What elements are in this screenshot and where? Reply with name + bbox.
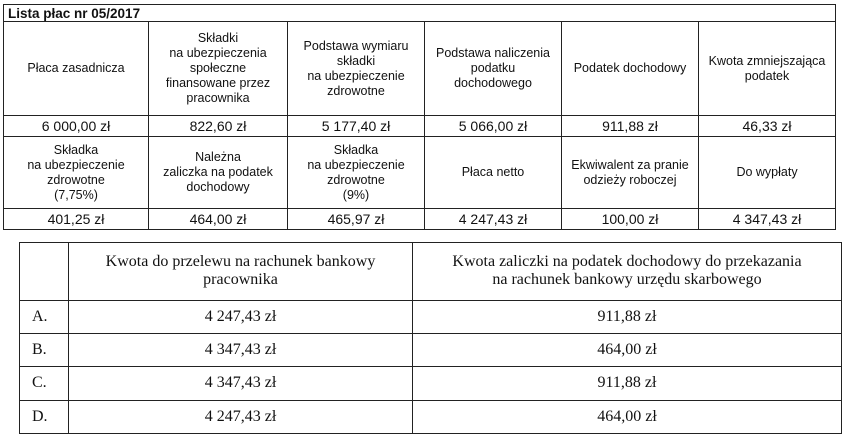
header-transfer-amount: Kwota do przelewu na rachunek bankowy pracownika	[69, 243, 413, 301]
option-tax-amount: 464,00 zł	[413, 333, 842, 366]
option-letter: A.	[20, 300, 69, 333]
header-tax-base: Podstawa naliczenia podatku dochodowego	[425, 22, 562, 116]
header-base-salary: Płaca zasadnicza	[4, 22, 149, 116]
value-tax-base: 5 066,00 zł	[425, 116, 562, 137]
option-transfer-amount: 4 247,43 zł	[69, 400, 413, 433]
answer-option-c[interactable]	[20, 367, 842, 400]
answer-letter-header	[20, 243, 69, 301]
header-income-tax: Podatek dochodowy	[562, 22, 699, 116]
answer-option-d[interactable]	[20, 400, 842, 433]
value-health-775: 401,25 zł	[4, 209, 149, 230]
value-income-tax: 911,88 zł	[562, 116, 699, 137]
value-tax-reduction: 46,33 zł	[699, 116, 836, 137]
value-health-9: 465,97 zł	[288, 209, 425, 230]
value-payout: 4 347,43 zł	[699, 209, 836, 230]
value-net-pay: 4 247,43 zł	[425, 209, 562, 230]
option-transfer-amount: 4 347,43 zł	[69, 367, 413, 400]
value-laundry-equivalent: 100,00 zł	[562, 209, 699, 230]
answer-option-b[interactable]	[20, 333, 842, 366]
option-letter: D.	[20, 400, 69, 433]
value-health-base: 5 177,40 zł	[288, 116, 425, 137]
header-tax-reduction: Kwota zmniejszająca podatek	[699, 22, 836, 116]
header-laundry-equivalent: Ekwiwalent za pranie odzieży roboczej	[562, 136, 699, 208]
answer-option-a[interactable]	[20, 300, 842, 333]
option-tax-amount: 464,00 zł	[413, 400, 842, 433]
option-transfer-amount: 4 247,43 zł	[69, 300, 413, 333]
value-tax-advance: 464,00 zł	[149, 209, 288, 230]
payroll-table	[3, 4, 836, 230]
payroll-title: Lista płac nr 05/2017	[4, 5, 836, 22]
header-health-775: Składka na ubezpieczenie zdrowotne (7,75%)	[4, 136, 149, 208]
value-base-salary: 6 000,00 zł	[4, 116, 149, 137]
header-payout: Do wypłaty	[699, 136, 836, 208]
header-tax-advance: Należna zaliczka na podatek dochodowy	[149, 136, 288, 208]
header-health-9: Składka na ubezpieczenie zdrowotne (9%)	[288, 136, 425, 208]
header-tax-transfer: Kwota zaliczki na podatek dochodowy do przekazania na rachunek bankowy urzędu skarbowego	[413, 243, 842, 301]
option-tax-amount: 911,88 zł	[413, 367, 842, 400]
header-health-base: Podstawa wymiaru składki na ubezpieczenie zdrowotne	[288, 22, 425, 116]
value-social-contributions: 822,60 zł	[149, 116, 288, 137]
header-social-contributions: Składki na ubezpieczenia społeczne finansowane przez pracownika	[149, 22, 288, 116]
option-transfer-amount: 4 347,43 zł	[69, 333, 413, 366]
option-letter: C.	[20, 367, 69, 400]
header-net-pay: Płaca netto	[425, 136, 562, 208]
option-tax-amount: 911,88 zł	[413, 300, 842, 333]
answer-table	[19, 242, 842, 434]
option-letter: B.	[20, 333, 69, 366]
